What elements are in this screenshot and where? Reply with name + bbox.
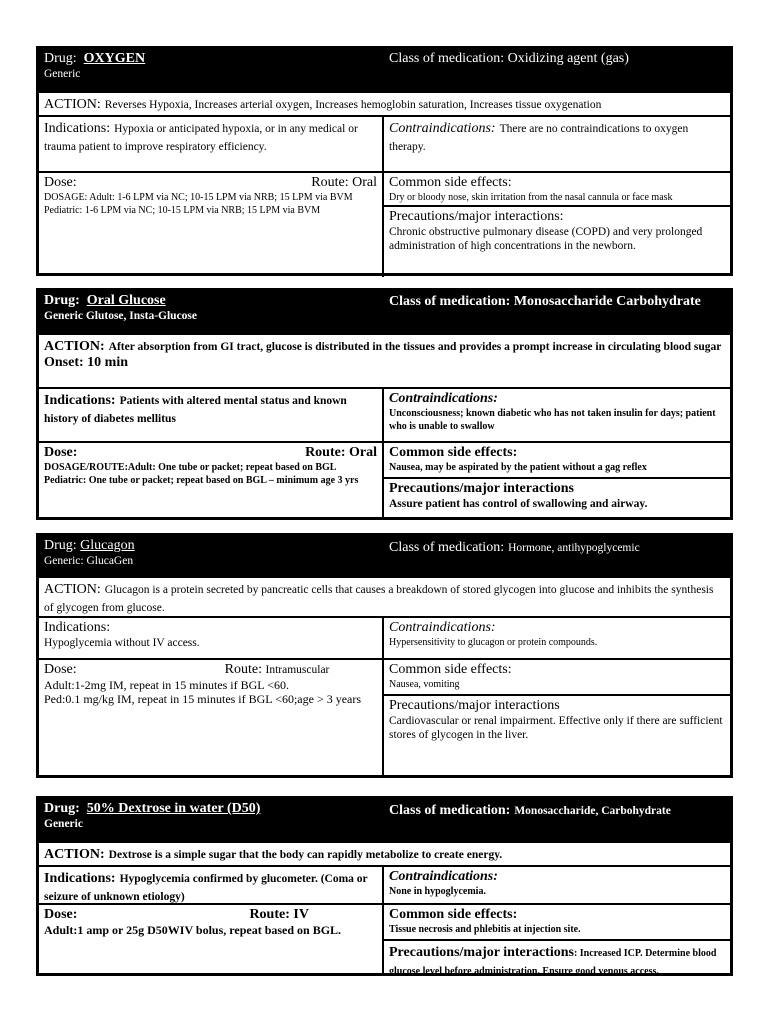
dose-label: Dose: [44,445,78,460]
precautions-label: Precautions/major interactions [389,698,560,713]
drug-label: Drug: [44,801,80,816]
precautions-text: Assure patient has control of swallowing and airway. [389,498,648,510]
drug-header [39,536,384,576]
contraindications-label: Contraindications: [389,869,498,884]
dose-cell [39,905,384,975]
onset-text: Onset: 10 min [44,355,128,370]
dose-cell [39,660,384,775]
contraindications-cell [384,618,730,658]
drug-header [39,49,384,91]
precautions-cell [384,205,730,277]
action-label: ACTION: [44,847,105,862]
class-label: Class of medication: [389,540,505,555]
class-header [384,49,730,91]
contraindications-label: Contraindications: [389,391,498,406]
contraindications-label: Contraindications: [389,620,496,635]
dose-cell [39,173,384,277]
dose-line-adult: Adult:1 amp or 25g D50WIV bolus, repeat based on BGL. [44,923,342,937]
indications-cell [39,389,384,441]
action-label: ACTION: [44,339,105,354]
precautions-cell [384,477,730,519]
contraindications-cell [384,389,730,441]
side-effects-text: Nausea, vomiting [389,679,460,690]
contraindications-text: Hypersensitivity to glucagon or protein compounds. [389,637,598,648]
side-effects-cell [384,443,730,477]
class-value: Hormone, antihypoglycemic [508,542,640,554]
drug-name: 50% Dextrose in water (D50) [86,801,261,816]
indications-label: Indications: [44,393,116,408]
drug-label: Drug: [44,293,80,308]
side-effects-text: Dry or bloody nose, skin irritation from the nasal cannula or face mask [389,192,673,203]
drug-label: Drug: [44,538,77,553]
action-row [39,335,730,387]
precautions-cell [384,939,730,975]
indications-cell [39,117,384,171]
contraindications-text: Unconsciousness; known diabetic who has not taken insulin for days; patient who is unable to swallow [389,408,716,432]
precautions-text: Chronic obstructive pulmonary disease (COPD) and very prolonged administration of high concentrations in the newborn. [389,226,703,252]
contraindications-label: Contraindications: [389,121,496,136]
action-label: ACTION: [44,582,101,597]
route-text: Route: Oral [311,175,377,190]
dose-line-pediatric: Pediatric: One tube or packet; repeat based on BGL – minimum age 3 yrs [44,475,359,486]
route-label: Route: [224,662,263,677]
route-value: Intramuscular [265,664,330,676]
contraindications-cell [384,867,730,903]
dose-label: Dose: [44,662,77,677]
class-header [384,799,730,841]
action-text: Dextrose is a simple sugar that the body can rapidly metabolize to create energy. [108,849,503,861]
generic-name: Generic Glutose, Insta-Glucose [44,310,197,322]
indications-label: Indications: [44,871,116,886]
drug-card-oxygen [36,46,733,276]
drug-card-oral-glucose [36,288,733,520]
generic-name: Generic [44,68,81,80]
generic-name: Generic: GlucaGen [44,555,134,567]
indications-label: Indications: [44,121,111,136]
side-effects-cell [384,660,730,694]
class-label: Class of medication: [389,803,511,818]
action-label: ACTION: [44,97,101,112]
route-text: Route: IV [249,907,309,922]
precautions-text: Cardiovascular or renal impairment. Effective only if there are sufficient stores of glycogen in the liver. [389,715,723,741]
dose-line-adult: Adult:1-2mg IM, repeat in 15 minutes if BGL <60. [44,678,289,692]
indications-text: Hypoxia or anticipated hypoxia, or in any medical or trauma patient to improve respiratory efficiency. [44,123,358,153]
side-effects-cell [384,173,730,205]
drug-name: Oral Glucose [86,293,166,308]
precautions-text: : Increased ICP. Determine blood glucose level before administration. Ensure good venous access. [389,948,717,975]
indications-text: Patients with altered mental status and known history of diabetes mellitus [44,395,347,425]
indications-cell [39,867,384,903]
action-text: Glucagon is a protein secreted by pancreatic cells that causes a breakdown of stored glycogen into glucose and inhibits the synthesis of glycogen from glucose. [44,584,714,614]
action-text: After absorption from GI tract, glucose is distributed in the tissues and provides a prompt increase in circulating blood sugar [108,341,722,353]
dose-line-adult: DOSAGE: Adult: 1-6 LPM via NC; 10-15 LPM via NRB; 15 LPM via BVM [44,192,353,203]
side-effects-label: Common side effects: [389,175,512,190]
drug-header [39,291,384,333]
action-row [39,843,730,865]
side-effects-label: Common side effects: [389,907,518,922]
drug-header [39,799,384,841]
action-row [39,578,730,616]
indications-cell [39,618,384,658]
drug-name: Glucagon [80,538,135,553]
side-effects-label: Common side effects: [389,662,512,677]
dose-line-pediatric: Ped:0.1 mg/kg IM, repeat in 15 minutes if BGL <60;age > 3 years [44,692,362,706]
action-row [39,93,730,115]
side-effects-cell [384,905,730,939]
contraindications-text: There are no contraindications to oxygen therapy. [389,123,689,153]
indications-text: Hypoglycemia without IV access. [44,637,200,649]
contraindications-cell [384,117,730,171]
side-effects-text: Tissue necrosis and phlebitis at injection site. [389,924,581,935]
side-effects-label: Common side effects: [389,445,518,460]
dose-cell [39,443,384,519]
indications-label: Indications: [44,620,111,635]
class-header [384,536,730,576]
route-text: Route: Oral [305,445,377,460]
action-text: Reverses Hypoxia, Increases arterial oxygen, Increases hemoglobin saturation, Increases tissue oxygenation [104,99,602,111]
drug-name: OXYGEN [83,51,146,66]
contraindications-text: None in hypoglycemia. [389,886,486,897]
precautions-label: Precautions/major interactions: [389,209,564,224]
dose-label: Dose: [44,907,78,922]
dose-line-pediatric: Pediatric: 1-6 LPM via NC; 10-15 LPM via NRB; 15 LPM via BVM [44,205,321,216]
class-value: Monosaccharide, Carbohydrate [514,805,671,817]
generic-name: Generic [44,818,83,830]
class-header [384,291,730,333]
class-text: Class of medication: Monosaccharide Carbohydrate [389,294,701,309]
dose-label: Dose: [44,175,77,190]
side-effects-text: Nausea, may be aspirated by the patient without a gag reflex [389,462,647,473]
class-text: Class of medication: Oxidizing agent (gas) [389,51,629,66]
drug-card-glucagon [36,533,733,778]
precautions-label: Precautions/major interactions [389,945,574,960]
indications-text: Hypoglycemia confirmed by glucometer. (Coma or seizure of unknown etiology) [44,873,368,903]
drug-card-d50 [36,796,733,976]
drug-label: Drug: [44,51,77,66]
precautions-cell [384,694,730,775]
dose-line-adult: DOSAGE/ROUTE:Adult: One tube or packet; repeat based on BGL [44,462,337,473]
precautions-label: Precautions/major interactions [389,481,574,496]
